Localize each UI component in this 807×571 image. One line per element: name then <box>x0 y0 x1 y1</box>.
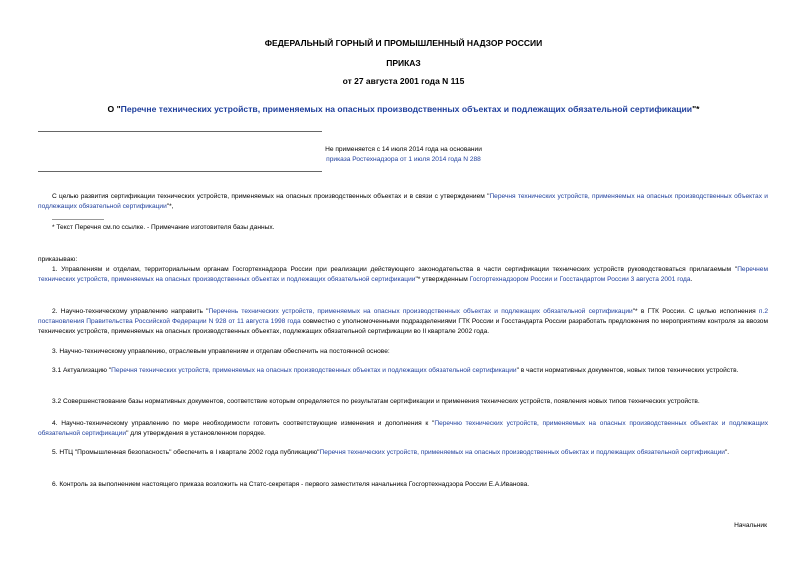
order-word: приказываю: <box>38 256 78 263</box>
item-1-text-end: . <box>690 276 693 283</box>
item-5-link[interactable]: Перечня технических устройств, применяемых на опасных производственных объектах и подлежащих обязательной сертификации <box>319 449 725 456</box>
item-2-link-list[interactable]: Перечень технических устройств, применяемых на опасных производственных объектах и подлежащих обязательной сертификации <box>208 308 633 315</box>
item-5-text-end: ". <box>724 449 730 456</box>
item-4-text-end: " для утверждения в установленном порядке. <box>126 430 266 437</box>
item-3-1-text-end: " в части нормативных документов, новых типов технических устройств. <box>516 367 739 374</box>
title-prefix: О " <box>107 104 121 114</box>
title-link[interactable]: Перечне технических устройств, применяемых на опасных производственных объектах и подлежащих обязательной сертификации <box>120 104 693 114</box>
item-3-1-text: 3.1 Актуализацию " <box>52 367 112 374</box>
item-1-link-list[interactable]: Перечнем технических устройств, применяемых на опасных производственных объектах и подлежащих обязательной сертификации <box>38 266 768 283</box>
intro-link[interactable]: Перечня технических устройств, применяемых на опасных производственных объектах и подлежащих обязательной сертификации <box>38 193 768 210</box>
intro-paragraph <box>38 192 768 212</box>
item-2-text-end: совместно с уполномоченными подразделениями ГТК России и Госстандарта России разработать предложения по мероприятиям контроля за ввозом технических устройств, применяемых на опасных производственных объектах, подлежащих обязательной сертификации во II квартале 2002 года. <box>38 318 769 335</box>
item-2 <box>38 307 768 337</box>
footnote: * Текст Перечня см.по ссылке. - Примечание изготовителя базы данных. <box>52 224 275 231</box>
status-note-link[interactable]: приказа Ростехнадзора от 1 июля 2014 года N 288 <box>326 156 481 163</box>
document-title <box>0 104 807 114</box>
item-3-1-link[interactable]: Перечня технических устройств, применяемых на опасных производственных объектах и подлежащих обязательной сертификации <box>111 367 517 374</box>
item-1-text-mid: "* утвержденным <box>415 276 470 283</box>
item-4-link[interactable]: Перечню технических устройств, применяемых на опасных производственных объектах и подлежащих обязательной сертификации <box>38 420 768 437</box>
item-3-1 <box>38 366 768 376</box>
item-5 <box>38 448 768 458</box>
intro-text-end: "*, <box>166 203 174 210</box>
item-2-text-mid: "* в ГТК России. С целью исполнения <box>632 308 759 315</box>
item-5-text: 5. НТЦ "Промышленная безопасность" обеспечить в I квартале 2002 года публикацию" <box>52 449 320 456</box>
date-number-heading: от 27 августа 2001 года N 115 <box>342 76 465 86</box>
footnote-separator <box>52 219 104 220</box>
divider-top <box>38 131 322 132</box>
item-1-text: 1. Управлениям и отделам, территориальным органам Госгортехнадзора России при реализации действующего законодательства в части сертификации технических устройств руководствоваться прилагаемым " <box>52 266 738 273</box>
item-2-link-decree[interactable]: п.2 постановления Правительства Российской Федерации N 928 от 11 августа 1998 года <box>38 308 768 325</box>
item-3: 3. Научно-техническому управлению, отраслевым управлениям и отделам обеспечить на постоянной основе: <box>52 348 390 355</box>
item-1 <box>38 265 768 285</box>
agency-heading: ФЕДЕРАЛЬНЫЙ ГОРНЫЙ И ПРОМЫШЛЕННЫЙ НАДЗОР РОССИИ <box>264 38 543 48</box>
intro-text: С целью развития сертификации технических устройств, применяемых на опасных производственных объектах и в связи с утверждением " <box>52 193 490 200</box>
title-suffix: "* <box>692 104 700 114</box>
item-2-text: 2. Научно-техническому управлению направить " <box>52 308 209 315</box>
item-4 <box>38 419 768 439</box>
status-note-text: Не применяется с 14 июля 2014 года на основании <box>325 146 482 153</box>
signature-title: Начальник <box>734 522 767 529</box>
item-1-link-approval[interactable]: Госгортехнадзором России и Госстандартом России 3 августа 2001 года <box>469 276 691 283</box>
item-6: 6. Контроль за выполнением настоящего приказа возложить на Статс-секретаря - первого заместителя начальника Госгортехнадзора России Е.А.Иванова. <box>52 481 530 488</box>
status-note <box>0 145 807 165</box>
divider-bottom <box>38 171 322 172</box>
item-3-2: 3.2 Совершенствование базы нормативных документов, соответствие которым определяется по результатам сертификации и применения технических устройств, появления новых типов технических устройств. <box>52 398 700 405</box>
doc-type-heading: ПРИКАЗ <box>386 58 421 68</box>
item-4-text: 4. Научно-техническому управлению по мере необходимости готовить соответствующие изменения и дополнения к " <box>52 420 435 427</box>
